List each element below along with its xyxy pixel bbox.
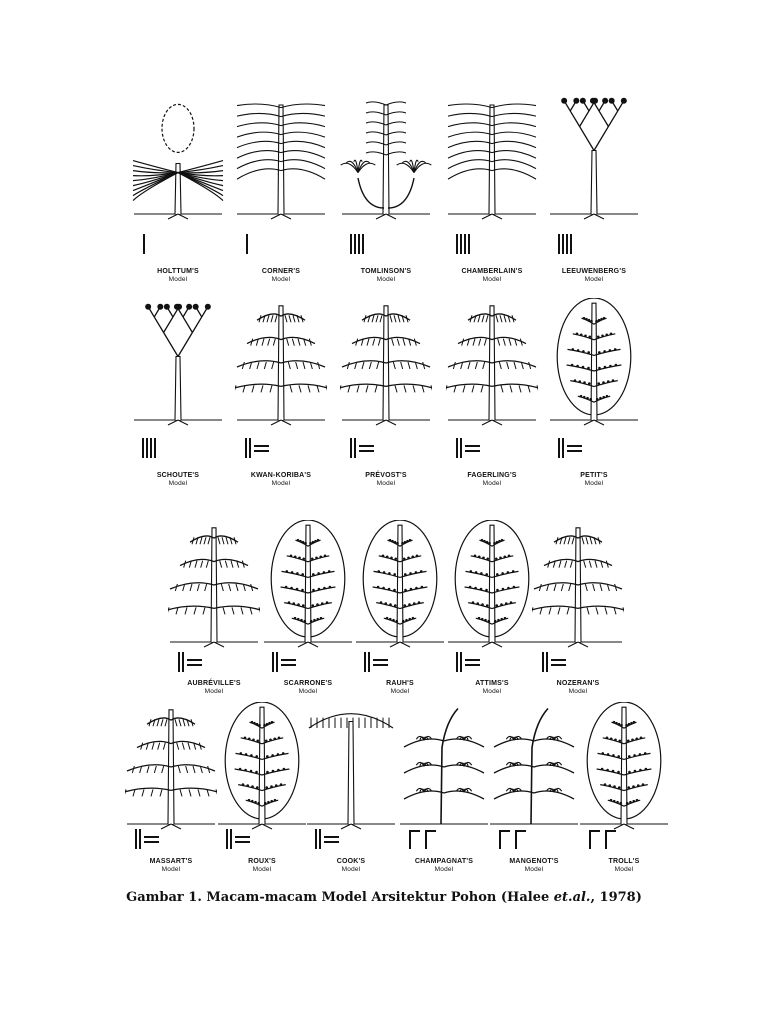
architecture-code-symbol bbox=[140, 436, 180, 465]
model-subtitle: Model bbox=[376, 276, 396, 283]
architecture-code-symbol bbox=[406, 827, 446, 856]
tree-drawing bbox=[398, 702, 490, 832]
tree-model-illustration bbox=[548, 298, 640, 428]
model-name-label bbox=[331, 268, 441, 284]
model-subtitle: Model bbox=[482, 276, 502, 283]
tree-model-illustration bbox=[446, 520, 538, 650]
tree-drawing bbox=[216, 702, 308, 832]
model-subtitle: Model bbox=[434, 866, 454, 873]
model-name: SCARRONE'S bbox=[283, 680, 333, 687]
tree-model-illustration bbox=[446, 298, 538, 428]
architecture-code-symbol bbox=[243, 232, 283, 261]
tree-drawing bbox=[305, 702, 397, 832]
tree-drawing bbox=[548, 298, 640, 428]
model-subtitle: Model bbox=[298, 688, 318, 695]
model-subtitle: Model bbox=[614, 866, 634, 873]
model-subtitle: Model bbox=[161, 866, 181, 873]
model-name: HOLTTUM'S bbox=[157, 268, 199, 275]
tree-model-illustration bbox=[548, 92, 640, 222]
architecture-code-symbol bbox=[556, 232, 596, 261]
tree-model-illustration bbox=[578, 702, 670, 832]
tree-model-illustration bbox=[235, 92, 327, 222]
architecture-code-symbol bbox=[556, 436, 596, 465]
model-subtitle: Model bbox=[482, 688, 502, 695]
tree-model-illustration bbox=[398, 702, 490, 832]
tree-drawing bbox=[532, 520, 624, 650]
model-subtitle: Model bbox=[252, 866, 272, 873]
tree-drawing bbox=[235, 298, 327, 428]
model-subtitle: Model bbox=[271, 480, 291, 487]
tree-model-illustration bbox=[235, 298, 327, 428]
model-name: NOZERAN'S bbox=[556, 680, 600, 687]
architecture-code-symbol bbox=[454, 436, 494, 465]
model-name: MANGENOT'S bbox=[509, 858, 559, 865]
model-name: PETIT'S bbox=[580, 472, 608, 479]
model-name: COOK'S bbox=[336, 858, 366, 865]
model-subtitle: Model bbox=[390, 688, 410, 695]
architecture-code-symbol bbox=[133, 827, 173, 856]
tree-model-illustration bbox=[132, 92, 224, 222]
tree-model-illustration bbox=[340, 92, 432, 222]
architecture-code-symbol bbox=[224, 827, 264, 856]
model-subtitle: Model bbox=[271, 276, 291, 283]
tree-model-illustration bbox=[532, 520, 624, 650]
architecture-code-symbol bbox=[348, 232, 388, 261]
model-subtitle: Model bbox=[376, 480, 396, 487]
architecture-code-symbol bbox=[540, 650, 580, 679]
model-name: KWAN-KORIBA'S bbox=[250, 472, 312, 479]
tree-drawing bbox=[235, 92, 327, 222]
caption-year: , 1978) bbox=[590, 890, 642, 905]
model-name: TROLL'S bbox=[608, 858, 640, 865]
model-subtitle: Model bbox=[204, 688, 224, 695]
caption-italic: et.al. bbox=[553, 890, 591, 905]
tree-drawing bbox=[578, 702, 670, 832]
model-subtitle: Model bbox=[524, 866, 544, 873]
tree-model-illustration bbox=[216, 702, 308, 832]
architecture-code-symbol bbox=[348, 436, 388, 465]
model-subtitle: Model bbox=[168, 276, 188, 283]
model-name: AUBRÉVILLE'S bbox=[187, 680, 241, 687]
model-subtitle: Model bbox=[341, 866, 361, 873]
model-name: SCHOUTE'S bbox=[156, 472, 200, 479]
model-name: CHAMPAGNAT'S bbox=[414, 858, 474, 865]
tree-drawing bbox=[168, 520, 260, 650]
architecture-code-symbol bbox=[454, 232, 494, 261]
architecture-code-symbol bbox=[176, 650, 216, 679]
tree-drawing bbox=[354, 520, 446, 650]
architecture-code-symbol bbox=[140, 232, 180, 261]
tree-drawing bbox=[132, 92, 224, 222]
tree-model-illustration bbox=[132, 298, 224, 428]
architecture-code-symbol bbox=[454, 650, 494, 679]
tree-drawing bbox=[446, 92, 538, 222]
tree-model-illustration bbox=[354, 520, 446, 650]
tree-drawing bbox=[446, 520, 538, 650]
model-subtitle: Model bbox=[568, 688, 588, 695]
architecture-code-symbol bbox=[362, 650, 402, 679]
architecture-code-symbol bbox=[496, 827, 536, 856]
model-name-label bbox=[437, 268, 547, 284]
model-name: CHAMBERLAIN'S bbox=[461, 268, 523, 275]
tree-model-illustration bbox=[125, 702, 217, 832]
model-name-label bbox=[331, 472, 441, 488]
model-name: MASSART'S bbox=[149, 858, 193, 865]
model-name-label bbox=[569, 858, 679, 874]
model-name: PRÉVOST'S bbox=[365, 472, 407, 479]
tree-drawing bbox=[132, 298, 224, 428]
model-name-label bbox=[123, 268, 233, 284]
tree-model-illustration bbox=[446, 92, 538, 222]
model-subtitle: Model bbox=[482, 480, 502, 487]
model-name: FAGERLING'S bbox=[467, 472, 517, 479]
architecture-code-symbol bbox=[243, 436, 283, 465]
model-name-label bbox=[123, 472, 233, 488]
model-subtitle: Model bbox=[584, 276, 604, 283]
tree-model-illustration bbox=[168, 520, 260, 650]
model-name-label bbox=[226, 268, 336, 284]
tree-drawing bbox=[125, 702, 217, 832]
model-name: ATTIMS'S bbox=[475, 680, 509, 687]
architecture-code-symbol bbox=[586, 827, 626, 856]
model-name: RAUH'S bbox=[386, 680, 414, 687]
tree-model-illustration bbox=[305, 702, 397, 832]
model-subtitle: Model bbox=[168, 480, 188, 487]
caption-text: Gambar 1. Macam-macam Model Arsitektur Pohon (Halee bbox=[126, 890, 554, 905]
figure-caption bbox=[0, 890, 768, 905]
tree-drawing bbox=[262, 520, 354, 650]
tree-drawing bbox=[548, 92, 640, 222]
model-name-label bbox=[523, 680, 633, 696]
model-name: ROUX'S bbox=[248, 858, 276, 865]
model-name: LEEUWENBERG'S bbox=[561, 268, 627, 275]
model-name-label bbox=[437, 472, 547, 488]
tree-drawing bbox=[340, 298, 432, 428]
tree-model-illustration bbox=[262, 520, 354, 650]
model-subtitle: Model bbox=[584, 480, 604, 487]
tree-model-illustration bbox=[340, 298, 432, 428]
tree-drawing bbox=[446, 298, 538, 428]
tree-model-illustration bbox=[488, 702, 580, 832]
tree-drawing bbox=[488, 702, 580, 832]
model-name-label bbox=[539, 472, 649, 488]
model-name: CORNER'S bbox=[261, 268, 301, 275]
model-name-label bbox=[539, 268, 649, 284]
tree-drawing bbox=[340, 92, 432, 222]
architecture-code-symbol bbox=[313, 827, 353, 856]
model-name: TOMLINSON'S bbox=[360, 268, 412, 275]
architecture-code-symbol bbox=[270, 650, 310, 679]
model-name-label bbox=[226, 472, 336, 488]
